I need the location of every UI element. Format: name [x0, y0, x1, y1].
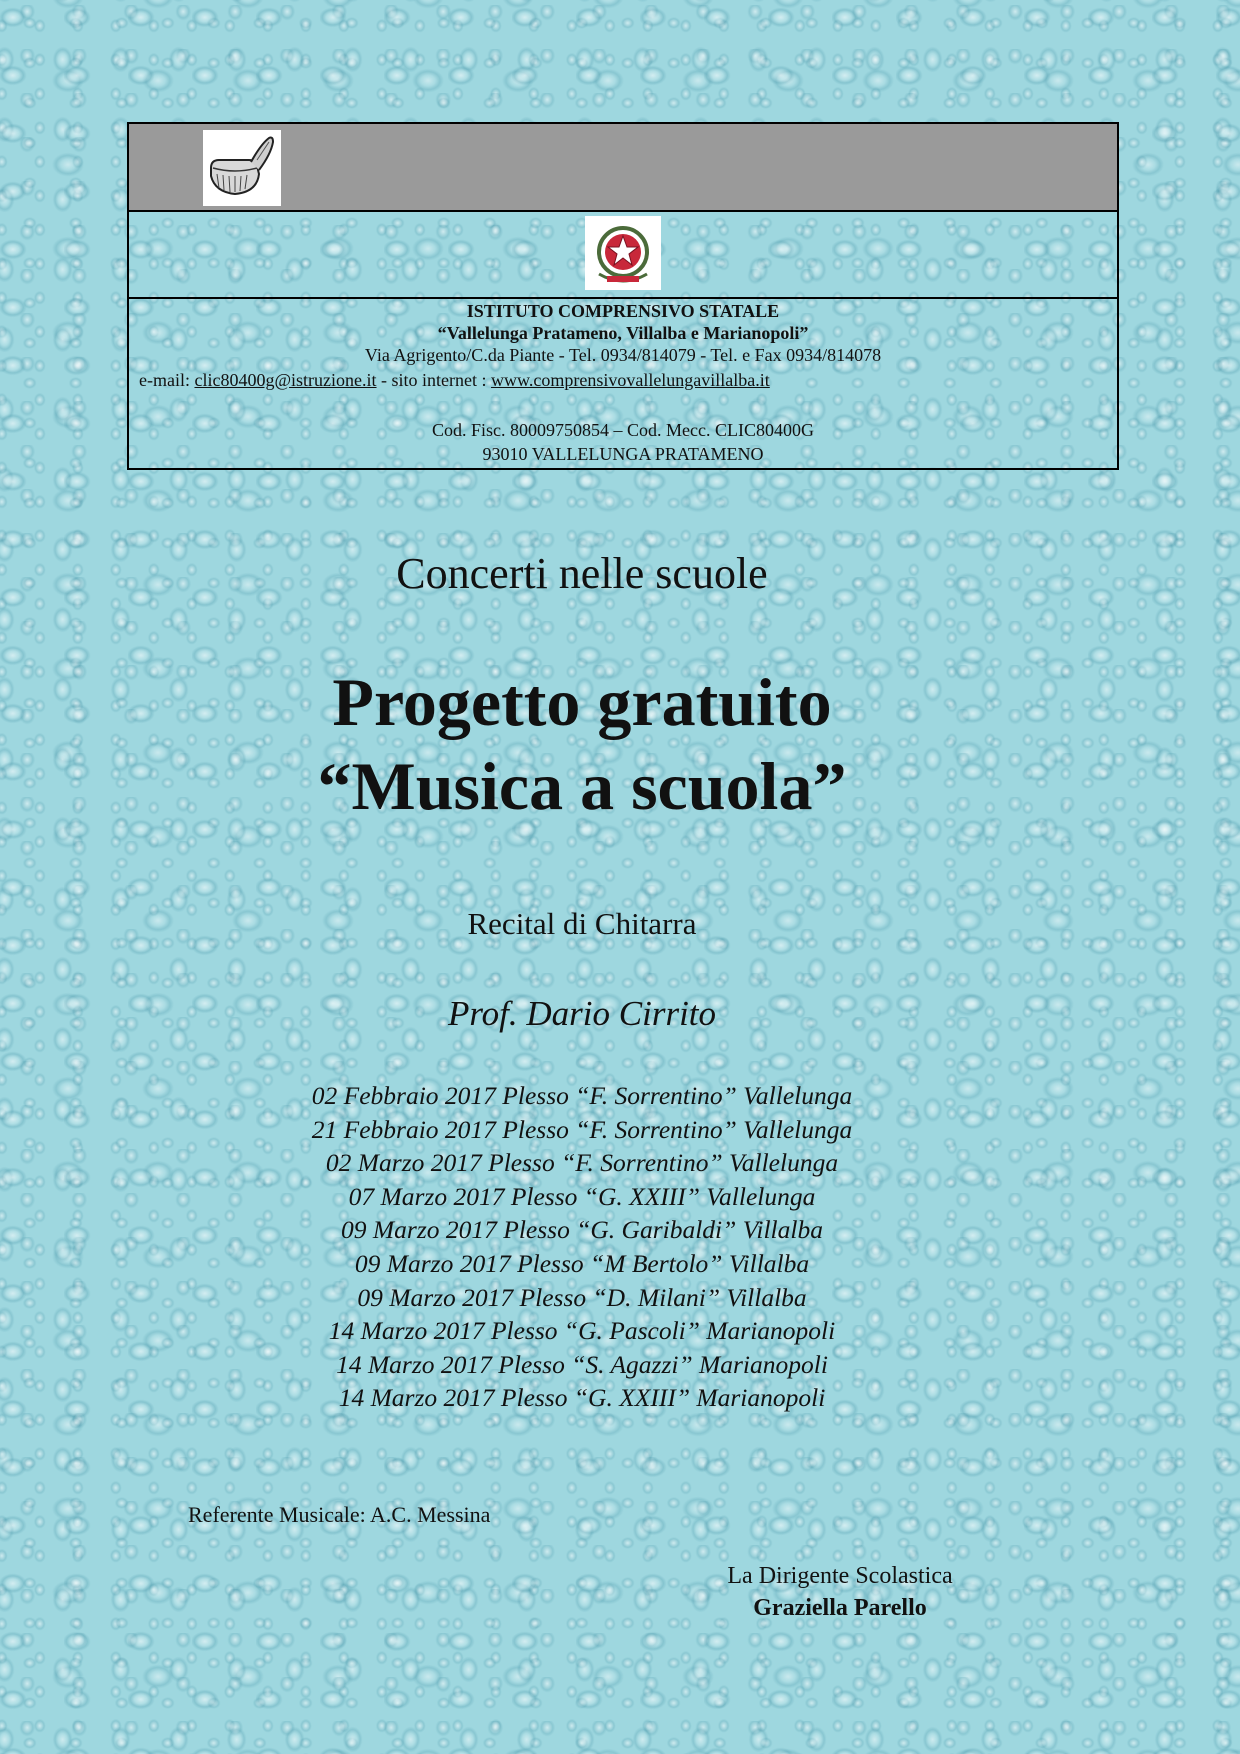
schedule-item: 14 Marzo 2017 Plesso “G. Pascoli” Marianopoli [328, 1316, 836, 1346]
signature-block [700, 1560, 980, 1624]
schedule-item: 14 Marzo 2017 Plesso “S. Agazzi” Marianopoli [336, 1349, 828, 1379]
schedule-item: 14 Marzo 2017 Plesso “G. XXIII” Marianopoli [338, 1383, 826, 1413]
schedule-item: 09 Marzo 2017 Plesso “G. Garibaldi” Villalba [341, 1215, 823, 1245]
recital-label: Recital di Chitarra [467, 906, 697, 941]
ancient-vessel-icon [203, 130, 281, 206]
schedule-item: 07 Marzo 2017 Plesso “G. XXIII” Vallelunga [348, 1181, 816, 1211]
event-title-line-1: Progetto gratuito [332, 664, 832, 740]
website-link[interactable]: www.comprensivovallelungavillalba.it [491, 370, 770, 390]
schedule-item: 09 Marzo 2017 Plesso “D. Milani” Villalba [357, 1282, 807, 1312]
institute-address: Via Agrigento/C.da Piante - Tel. 0934/814079 - Tel. e Fax 0934/814078 [364, 345, 882, 365]
event-title-line-2: “Musica a scuola” [317, 748, 847, 824]
schedule-item: 02 Marzo 2017 Plesso “F. Sorrentino” Vallelunga [325, 1148, 839, 1178]
event-title [0, 660, 1164, 828]
letterhead-emblem-row [129, 212, 1117, 299]
institute-info [129, 299, 1117, 470]
schedule-list [0, 1079, 1164, 1415]
signature-role: La Dirigente Scolastica [727, 1563, 953, 1589]
letterhead [127, 122, 1119, 470]
schedule-item: 21 Febbraio 2017 Plesso “F. Sorrentino” Vallelunga [311, 1114, 853, 1144]
schedule-item: 02 Febbraio 2017 Plesso “F. Sorrentino” Vallelunga [311, 1081, 853, 1110]
institute-name: ISTITUTO COMPRENSIVO STATALE [466, 301, 780, 321]
schedule-item: 09 Marzo 2017 Plesso “M Bertolo” Villalba [354, 1248, 810, 1278]
italian-republic-emblem-icon [585, 216, 661, 290]
letterhead-banner [129, 124, 1117, 212]
institute-subtitle: “Vallelunga Pratameno, Villalba e Marianopoli” [437, 323, 809, 343]
institute-codes: Cod. Fisc. 80009750854 – Cod. Mecc. CLIC80400G [432, 420, 814, 440]
contact-line [139, 369, 770, 391]
event-series: Concerti nelle scuole [396, 549, 768, 598]
website-label: - sito internet : [376, 370, 492, 390]
email-label: e-mail: [139, 370, 195, 390]
email-link[interactable]: clic80400g@istruzione.it [194, 370, 377, 390]
institute-city: 93010 VALLELUNGA PRATAMENO [482, 444, 764, 464]
music-referent: Referente Musicale: A.C. Messina [188, 1502, 491, 1527]
performer-name: Prof. Dario Cirrito [447, 994, 717, 1033]
signature-name: Graziella Parello [753, 1595, 927, 1621]
